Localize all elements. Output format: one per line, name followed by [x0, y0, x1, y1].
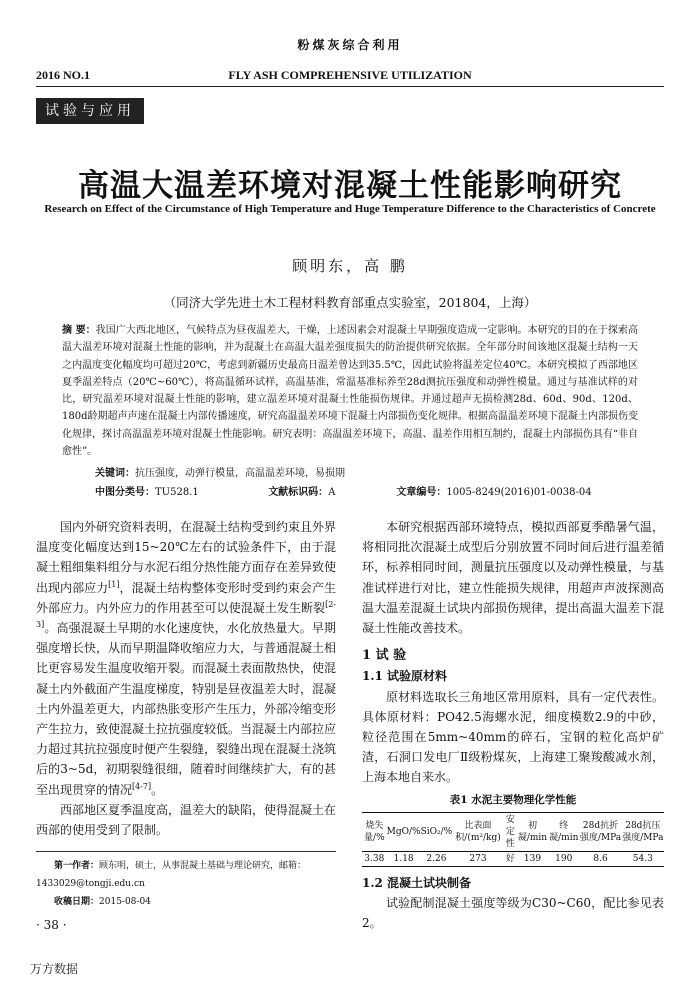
table-header: 28d抗压强度/MPa [622, 812, 664, 851]
table-cell: 3.38 [362, 851, 387, 866]
table-header: 比表面积/(m²/kg) [452, 812, 504, 851]
table-header: 安定性 [504, 812, 517, 851]
table-cell: 54.3 [622, 851, 664, 866]
article-title: 高温大温差环境对混凝土性能影响研究 [78, 168, 622, 204]
keywords [95, 464, 655, 479]
doc-code-label: 文献标识码： [268, 487, 329, 498]
watermark: 万方数据 [30, 962, 79, 976]
citation: [2-3] [36, 599, 336, 630]
left-column [36, 517, 336, 840]
table-header: 28d抗折强度/MPa [579, 812, 621, 851]
table-cell: 1.18 [387, 851, 421, 866]
section-tag: 试验与应用 [36, 98, 144, 124]
author-note: 第一作者：顾东明，硕士，从事混凝土基础与理论研究，邮箱：1433029@tongji.edu.cn [36, 861, 307, 889]
clc-label: 中图分类号： [95, 487, 155, 498]
table-header: 初凝/min [517, 812, 548, 851]
table-header: 烧失量/% [362, 812, 387, 851]
intro-paragraph-1: 国内外研究资料表明，在混凝土结构受到约束且外界温度变化幅度达到15~20℃左右的试验条件下，由于混凝土粗细集料组分与水泥石组分热性能方面存在差异致使出现内部应力[1]，混凝土结构整体变形时受到约束会产生外部应力。内外应力的作用甚至可以使混凝土发生断裂[2-3]。高强混凝土早期的水化速度快，水化放热量大。早期强度增长快，从而早期温降收缩应力大，与普通混凝土相比更容易发生温度收缩开裂。而混凝土表面散热快，使混凝土内外截面产生温度梯度，特别是昼夜温差大时，混凝土内外温差更大，内部热胀变形产生压力，外部冷缩变形产生拉力，致使混凝土拉抗强度较低。当混凝土内部拉应力超过其抗拉强度时便产生裂缝，裂缝出现在混凝土浇筑后的3~5d，初期裂缝很细，随着时间继续扩大，有的甚至出现贯穿的情况[4-7]。 [36, 520, 337, 797]
abstract-text: 我国广大西北地区，气候特点为昼夜温差大，干燥，上述因素会对混凝土早期强度造成一定影响。本研究的目的在于探索高温大温差环境对混凝土性能的影响，并为混凝土在高温大温差强度损失的防治提供研究依据。全年部分时间该地区混凝土结构一天之内温度变化幅度均可超过20℃，考虑到新疆历史最高日温差曾达到35.5℃，因此试验将温差定位40℃。本研究模拟了西部地区夏季温差特点（20℃~60℃），将高温循环试样，高温基准，常温基准标养至28d测抗压强度和动弹性模量。通过与基准试样的对比，研究温差环境对混凝土性能的影响，建立温差环境对混凝土性能损伤规律。并通过超声无损检测28d、60d、90d、120d、180d龄期超声声速在混凝土内部传播速度，研究高温温差环境下混凝土内部损伤变化规律。根据高温温差环境下混凝土内部损伤变化规律，探讨高温温差环境对混凝土性能影响。研究表明：高温温差环境下，高温、温差作用相互制约，混凝土内部损伤具有“非自愈性”。 [62, 325, 639, 458]
journal-name-en: FLY ASH COMPREHENSIVE UTILIZATION [228, 68, 472, 82]
prep-paragraph: 试验配制混凝土强度等级为C30~C60，配比参见表2。 [362, 896, 664, 931]
table-cell: 273 [452, 851, 504, 866]
section-heading-1-2: 1.2 混凝土试块制备 [362, 875, 472, 890]
table-header: SiO₂/% [421, 812, 453, 851]
header-rule [36, 86, 664, 87]
keywords-label: 关键词： [95, 468, 135, 479]
table-cell: 139 [517, 851, 548, 866]
table-cell: 2.26 [421, 851, 453, 866]
table-cell: 190 [548, 851, 579, 866]
cement-properties-table [362, 812, 664, 867]
right-column [362, 517, 664, 933]
citation: [1] [108, 579, 120, 589]
intro-paragraph-2: 西部地区夏季温度高，温差大的缺陷，使得混凝土在西部的使用受到了限制。 [36, 802, 337, 838]
abstract [62, 322, 638, 460]
article-title-en: Research on Effect of the Circumstance of High Temperature and Huge Temperature Difference to the Characteristics of Concrete [44, 203, 656, 215]
intro-paragraph-3: 本研究根据西部环境特点，模拟西部夏季酷暑气温，将相同批次混凝土成型后分别放置不同时间后进行温差循环，标养相同时间，测量抗压强度以及动弹性模量，与基准试样进行对比，建立性能损失规律，用超声声波探测高温大温差混凝土试块内部损伤规律，提出高温大温差下混凝土性能改善技术。 [362, 520, 664, 636]
authors: 顾明东，高 鹏 [292, 257, 408, 275]
article-meta [95, 483, 655, 498]
section-heading-1-1: 1.1 试验原材料 [362, 669, 448, 684]
table-header: 终凝/min [548, 812, 579, 851]
page-number: · 38 · [36, 918, 67, 932]
clc-value: TU528.1 [155, 487, 199, 498]
article-no-label: 文章编号： [396, 487, 447, 498]
footnote [36, 857, 336, 911]
table-cell: 8.6 [579, 851, 621, 866]
year-issue: 2016 NO.1 [36, 68, 90, 82]
doc-code-value: A [328, 487, 336, 498]
article-no-value: 1005-8249(2016)01-0038-04 [446, 487, 592, 498]
materials-paragraph: 原材料选取长三角地区常用原料，具有一定代表性。具体原材料：PO42.5海螺水泥，细度模数2.9的中砂，粒径范围在5mm~40mm的碎石，宝钢的粒化高炉矿渣，石洞口发电厂Ⅱ级粉煤灰，上海建工聚羧酸减水剂，上海本地自来水。 [362, 689, 664, 785]
footnote-rule [36, 851, 336, 852]
journal-name-cn: 粉煤灰综合利用 [297, 38, 403, 52]
received-date: 收稿日期：2015-08-04 [54, 897, 151, 907]
citation: [4-7] [132, 781, 152, 791]
table-row [362, 851, 664, 866]
abstract-label: 摘 要： [62, 325, 96, 336]
running-header [36, 68, 664, 86]
table-header: MgO/% [387, 812, 421, 851]
keywords-text: 抗压强度，动弹行模量，高温温差环境，易损期 [135, 468, 345, 479]
affiliation: （同济大学先进土木工程材料教育部重点实验室，201804，上海） [163, 295, 537, 310]
table-caption: 表1 水泥主要物理化学性能 [449, 793, 577, 806]
section-heading-1: 1 试 验 [362, 648, 407, 664]
table-cell: 好 [504, 851, 517, 866]
